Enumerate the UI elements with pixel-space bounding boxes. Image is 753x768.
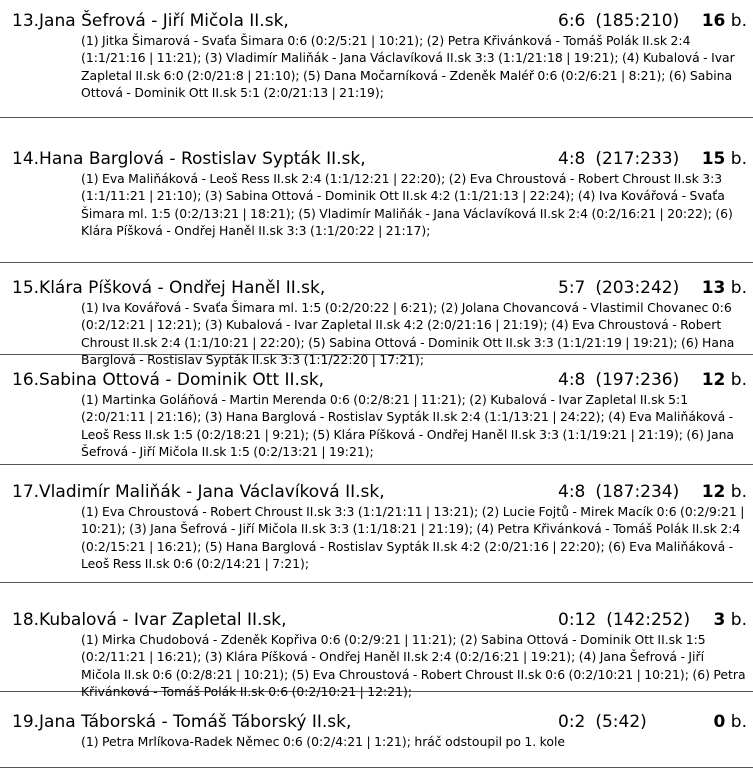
points xyxy=(702,369,747,391)
pair-names: Kubalová - Ivar Zapletal II.sk, xyxy=(39,610,287,630)
points-value: 13 xyxy=(701,278,726,298)
rank: 16. xyxy=(12,370,40,390)
entry-header xyxy=(0,481,753,503)
points-value: 0 xyxy=(713,712,726,732)
points-unit: b. xyxy=(730,11,747,31)
pair-names: Jana Šefrová - Jiří Mičola II.sk, xyxy=(39,11,289,31)
match-details: (1) Petra Mrlíkova-Radek Němec 0:6 (0:2/4:21 | 1:21); hráč odstoupil po 1. kole xyxy=(81,734,566,749)
entry-header xyxy=(0,609,753,631)
points-value: 12 xyxy=(701,482,726,502)
standing-entry xyxy=(0,355,753,465)
points-unit: b. xyxy=(730,610,747,630)
entry-header xyxy=(0,10,753,32)
team-name xyxy=(12,481,385,503)
match-score: 4:8 xyxy=(558,149,586,169)
pair-names: Vladimír Maliňák - Jana Václavíková II.sk, xyxy=(39,482,385,502)
team-name xyxy=(12,148,366,170)
match-score: 4:8 xyxy=(558,370,586,390)
score-summary xyxy=(558,369,679,391)
match-score: 0:2 xyxy=(558,712,586,732)
score-summary xyxy=(558,10,679,32)
match-score: 0:12 xyxy=(558,610,597,630)
points xyxy=(714,609,747,631)
pair-names: Klára Píšková - Ondřej Haněl II.sk, xyxy=(39,278,326,298)
team-name xyxy=(12,369,324,391)
pair-names: Hana Barglová - Rostislav Sypták II.sk, xyxy=(39,149,366,169)
match-details: (1) Eva Chroustová - Robert Chroust II.sk 3:3 (1:1/21:11 | 13:21); (2) Lucie Fojtů - Mirek Macík 0:6 (0:2/9:21 | 10:21); (3) Jana Šefrová - Jiří Mičola II.sk 3:3 (1:1/18:21 | 21:19); (4) Petra Křivánková - Tomáš Polák II.sk 2:4 (0:2/15:21 | 16:21); (5) Hana Barglová - Rostislav Sypták II.sk 4:2 (2:0/21:16 | 22:20); (6) Eva Maliňáková - Leoš Ress II.sk 0:6 (0:2/14:21 | 7:21); xyxy=(81,504,745,572)
rally-score: (203:242) xyxy=(595,278,680,298)
points xyxy=(714,711,747,733)
rank: 14. xyxy=(12,149,40,169)
points-value: 12 xyxy=(701,370,726,390)
rank: 18. xyxy=(12,610,40,630)
points-unit: b. xyxy=(730,149,747,169)
entry-header xyxy=(0,711,753,733)
standing-entry xyxy=(0,263,753,368)
match-details: (1) Jitka Šimarová - Svaťa Šimara 0:6 (0:2/5:21 | 10:21); (2) Petra Křivánková - Tomáš Polák II.sk 2:4 (1:1/21:16 | 11:21); (3) Vladimír Maliňák - Jana Václavíková II.sk 3:3 (1:1/21:18 | 19:21); (4) Kubalová - Ivar Zapletal II.sk 6:0 (2:0/21:8 | 21:10); (5) Dana Močarníková - Zdeněk Maléř 0:6 (0:2/6:21 | 8:21); (6) Sabina Ottová - Dominik Ott II.sk 5:1 (2:0/21:13 | 21:19); xyxy=(81,33,735,101)
rank: 19. xyxy=(12,712,40,732)
points xyxy=(702,148,747,170)
team-name xyxy=(12,10,289,32)
rally-score: (217:233) xyxy=(595,149,680,169)
points xyxy=(702,277,747,299)
standing-entry xyxy=(0,583,753,700)
match-score: 5:7 xyxy=(558,278,586,298)
rank: 15. xyxy=(12,278,40,298)
rank: 17. xyxy=(12,482,40,502)
rally-score: (197:236) xyxy=(595,370,680,390)
match-details: (1) Eva Maliňáková - Leoš Ress II.sk 2:4 (1:1/12:21 | 22:20); (2) Eva Chroustová - Robert Chroust II.sk 3:3 (1:1/11:21 | 21:10); (3) Sabina Ottová - Dominik Ott II.sk 4:2 (1:1/21:13 | 22:24); (4) Iva Kovářová - Svaťa Šimara ml. 1:5 (0:2/13:21 | 18:21); (5) Vladimír Maliňák - Jana Václavíková II.sk 2:4 (0:2/16:21 | 20:22); (6) Klára Píšková - Ondřej Haněl II.sk 3:3 (1:1/20:22 | 21:17); xyxy=(81,171,733,239)
entry-header xyxy=(0,277,753,299)
points xyxy=(702,10,747,32)
match-details: (1) Martinka Goláňová - Martin Merenda 0:6 (0:2/8:21 | 11:21); (2) Kubalová - Ivar Zapletal II.sk 5:1 (2:0/21:11 | 21:16); (3) Hana Barglová - Rostislav Sypták II.sk 2:4 (1:1/13:21 | 24:22); (4) Eva Maliňáková - Leoš Ress II.sk 1:5 (0:2/18:21 | 9:21); (5) Klára Píšková - Ondřej Haněl II.sk 3:3 (1:1/19:21 | 21:19); (6) Jana Šefrová - Jiří Mičola II.sk 1:5 (0:2/13:21 | 19:21); xyxy=(81,392,735,460)
points-value: 16 xyxy=(701,11,726,31)
points-value: 3 xyxy=(713,610,726,630)
rank: 13. xyxy=(12,11,40,31)
standing-entry xyxy=(0,118,753,263)
standing-entry xyxy=(0,0,753,118)
score-summary xyxy=(558,609,690,631)
standing-entry xyxy=(0,465,753,583)
team-name xyxy=(12,711,351,733)
pair-names: Sabina Ottová - Dominik Ott II.sk, xyxy=(39,370,325,390)
match-details: (1) Iva Kovářová - Svaťa Šimara ml. 1:5 (0:2/20:22 | 6:21); (2) Jolana Chovancová - Vlastimil Chovanec 0:6 (0:2/12:21 | 12:21); (3) Kubalová - Ivar Zapletal II.sk 4:2 (2:0/21:16 | 21:19); (4) Eva Chroustová - Robert Chroust II.sk 2:4 (1:1/10:21 | 22:20); (5) Sabina Ottová - Dominik Ott II.sk 3:3 (1:1/21:19 | 19:21); (6) Hana Barglová - Rostislav Sypták II.sk 3:3 (1:1/22:20 | 17:21); xyxy=(81,300,735,368)
entry-header xyxy=(0,369,753,391)
score-summary xyxy=(558,277,679,299)
points-unit: b. xyxy=(730,278,747,298)
match-score: 4:8 xyxy=(558,482,586,502)
entry-header xyxy=(0,148,753,170)
points-unit: b. xyxy=(730,712,747,732)
team-name xyxy=(12,609,287,631)
rally-score: (185:210) xyxy=(595,11,680,31)
score-summary xyxy=(558,481,679,503)
rally-score: (187:234) xyxy=(595,482,680,502)
score-summary xyxy=(558,711,647,733)
points-value: 15 xyxy=(701,149,726,169)
pair-names: Jana Táborská - Tomáš Táborský II.sk, xyxy=(39,712,352,732)
points-unit: b. xyxy=(730,482,747,502)
rally-score: (5:42) xyxy=(595,712,647,732)
match-score: 6:6 xyxy=(558,11,586,31)
score-summary xyxy=(558,148,679,170)
points-unit: b. xyxy=(730,370,747,390)
standing-entry xyxy=(0,692,753,768)
points xyxy=(702,481,747,503)
match-details: (1) Mirka Chudobová - Zdeněk Kopřiva 0:6 (0:2/9:21 | 11:21); (2) Sabina Ottová - Dominik Ott II.sk 1:5 (0:2/11:21 | 16:21); (3) Klára Píšková - Ondřej Haněl II.sk 2:4 (0:2/16:21 | 19:21); (4) Jana Šefrová - Jiří Mičola II.sk 0:6 (0:2/8:21 | 10:21); (5) Eva Chroustová - Robert Chroust II.sk 0:6 (0:2/10:21 | 10:21); (6) Petra Křivánková - Tomáš Polák II.sk 0:6 (0:2/10:21 | 12:21); xyxy=(81,632,746,700)
rally-score: (142:252) xyxy=(606,610,691,630)
team-name xyxy=(12,277,325,299)
